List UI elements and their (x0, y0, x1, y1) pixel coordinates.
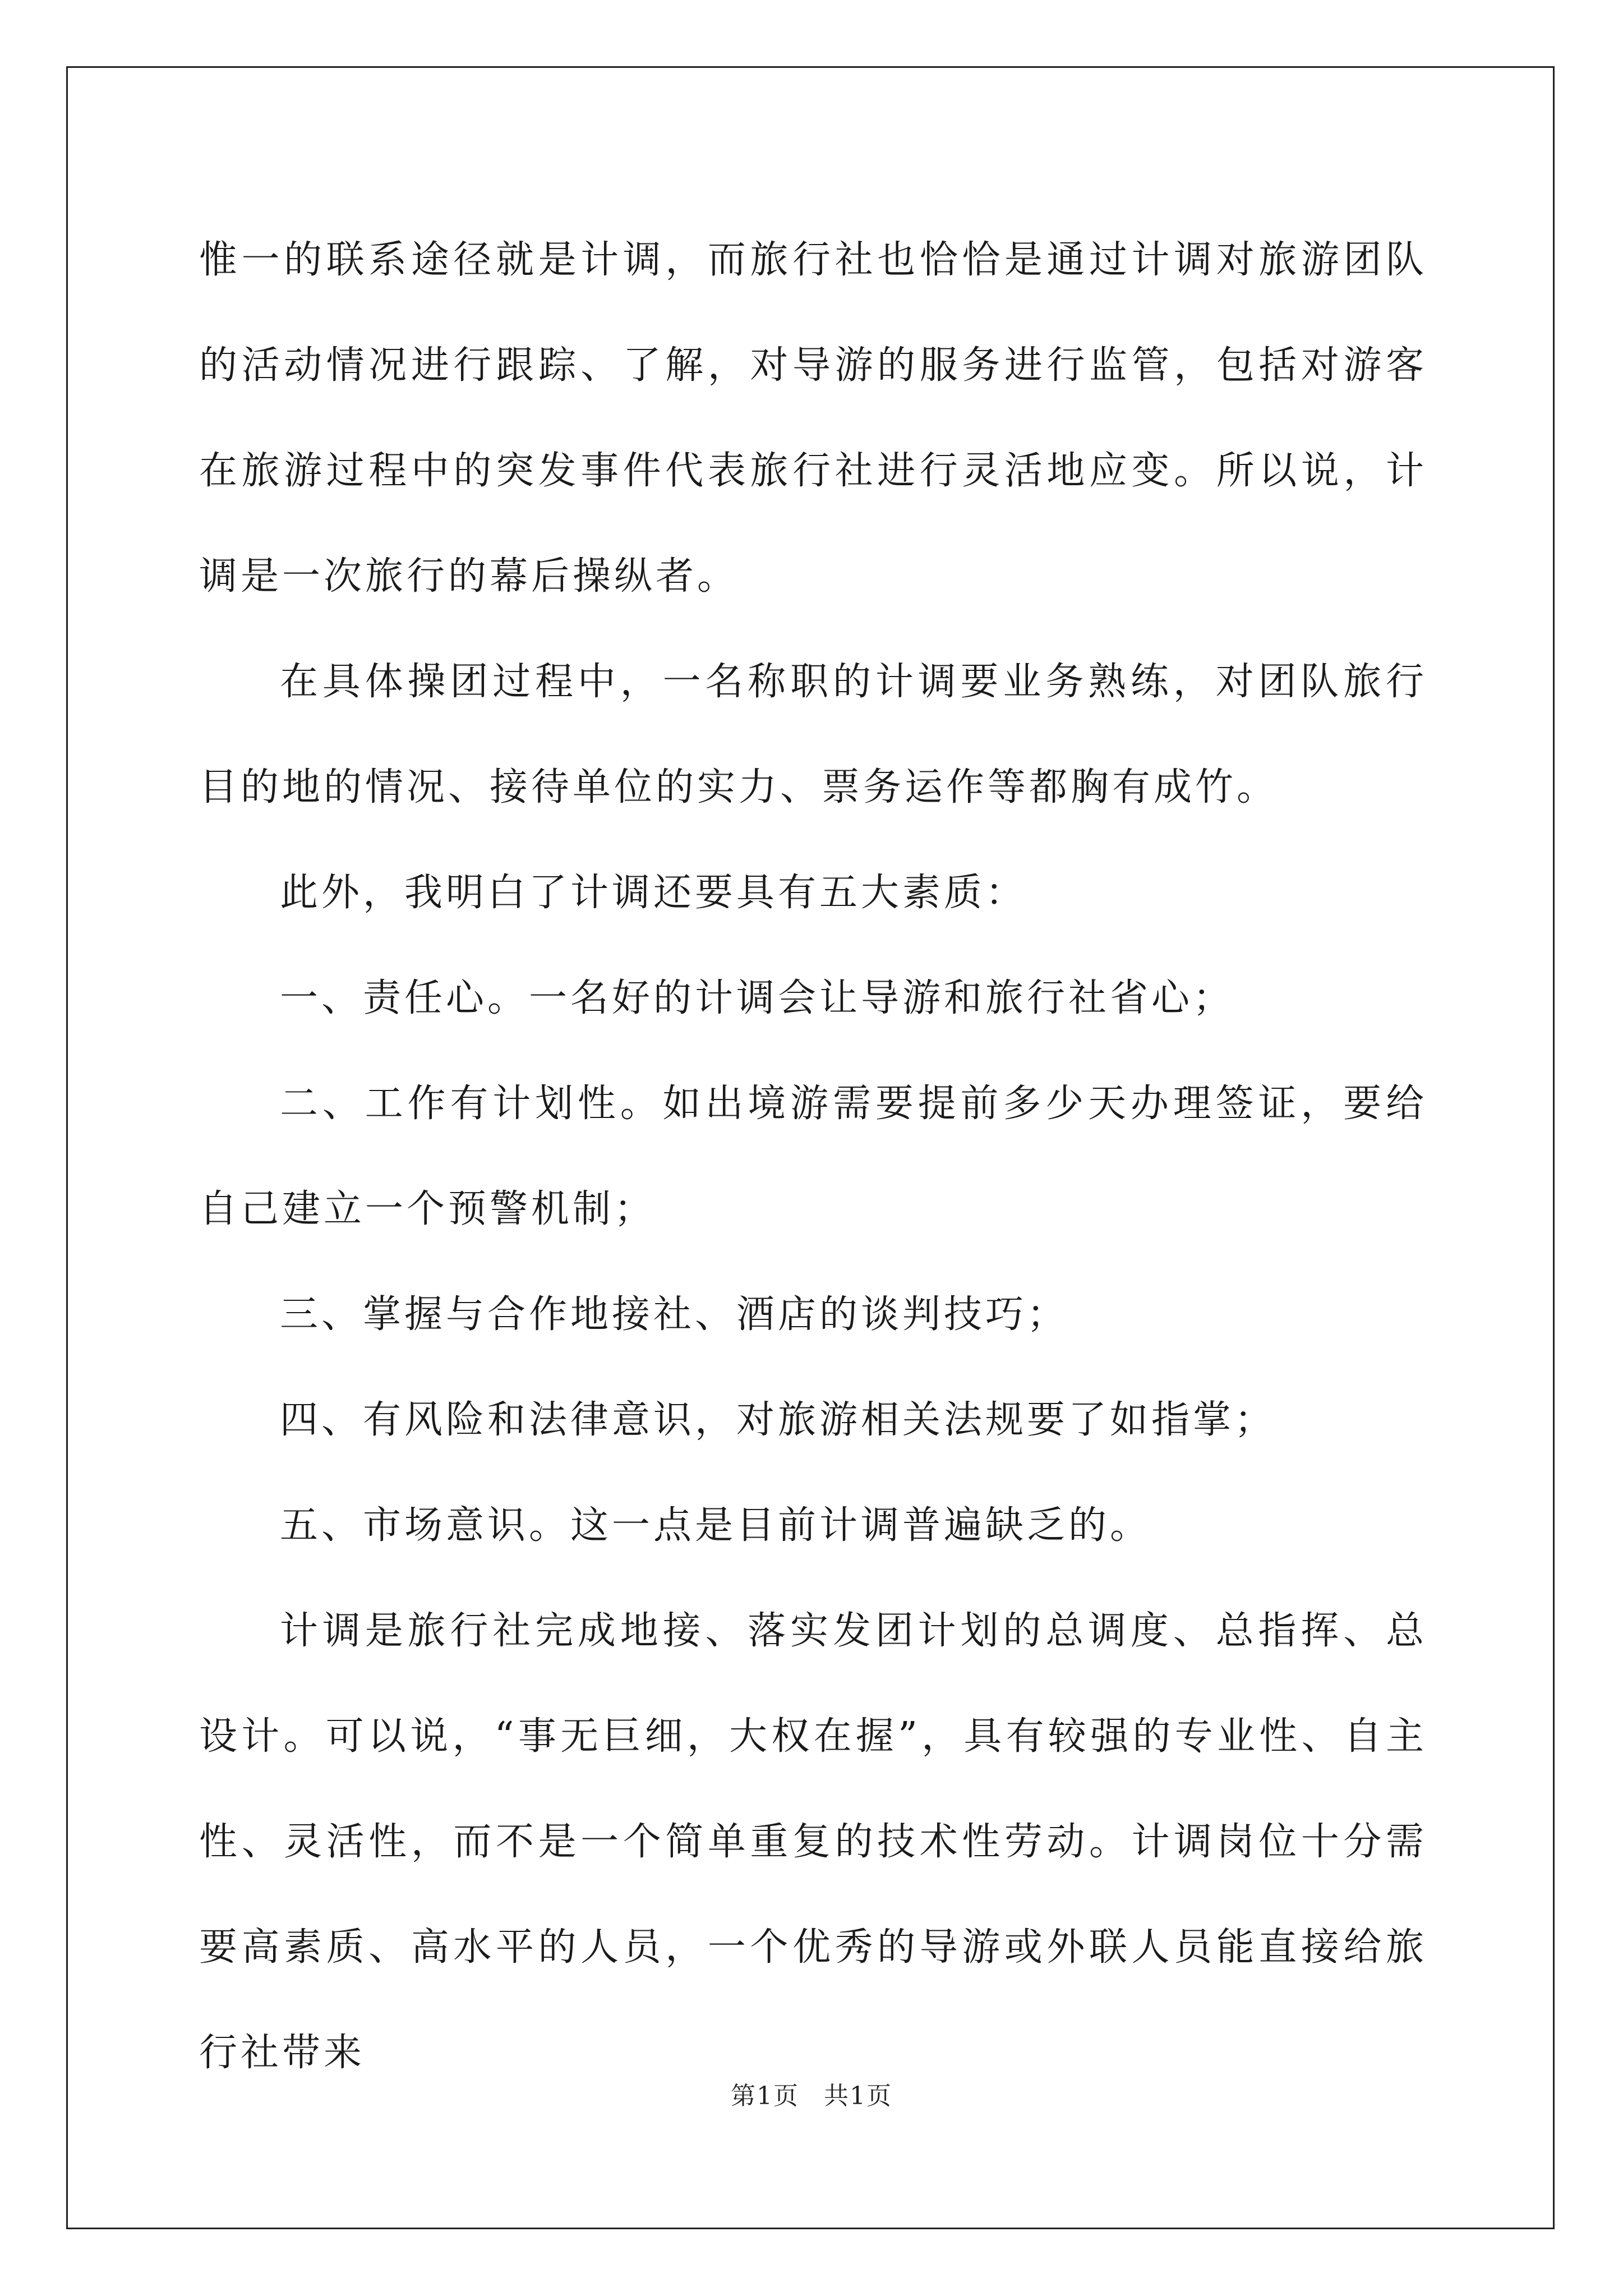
paragraph-3: 此外，我明白了计调还要具有五大素质： (280, 871, 1027, 915)
paragraph-4: 一、责任心。一名好的计调会让导游和旅行社省心； (280, 976, 1235, 1020)
paragraph-7: 四、有风险和法律意识，对旅游相关法规要了如指掌； (280, 1398, 1276, 1442)
paragraph-6: 三、掌握与合作地接社、酒店的谈判技巧； (280, 1292, 1069, 1337)
paragraph-1: 惟一的联系途径就是计调，而旅行社也恰恰是通过计调对旅游团队的活动情况进行跟踪、了解，对导游的服务进行监管，包括对游客在旅游过程中的突发事件代表旅行社进行灵活地应变。所以说，计调是一次旅行的幕后操纵者。 (199, 238, 1427, 599)
page-total: 共1页 (824, 2082, 892, 2110)
paragraph-5: 二、工作有计划性。如出境游需要提前多少天办理签证，要给自己建立一个预警机制； (199, 1082, 1427, 1231)
paragraph-2: 在具体操团过程中，一名称职的计调要业务熟练，对团队旅行目的地的情况、接待单位的实力、票务运作等都胸有成竹。 (199, 660, 1427, 809)
page-footer (0, 2076, 1623, 2111)
paragraph-9: 计调是旅行社完成地接、落实发团计划的总调度、总指挥、总设计。可以说，“事无巨细，大权在握”，具有较强的专业性、自主性、灵活性，而不是一个简单重复的技术性劳动。计调岗位十分需要高素质、高水平的人员，一个优秀的导游或外联人员能直接给旅行社带来 (199, 1609, 1427, 2075)
page-number: 第1页 (731, 2082, 799, 2110)
paragraph-8: 五、市场意识。这一点是目前计调普遍缺乏的。 (280, 1503, 1152, 1548)
document-body (199, 208, 1427, 2106)
